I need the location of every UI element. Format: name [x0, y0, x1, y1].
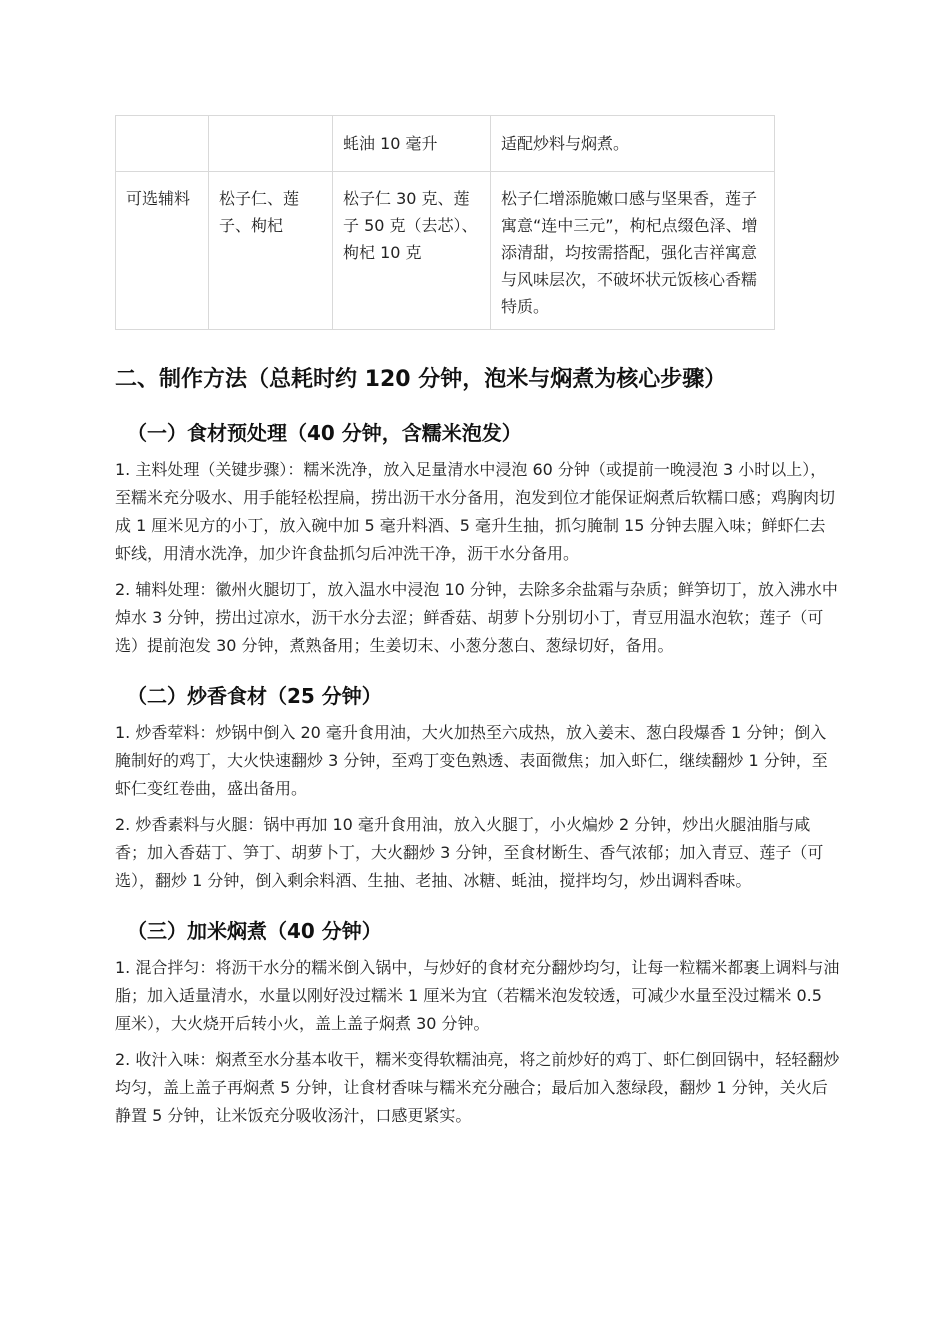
section-heading: 二、制作方法（总耗时约 120 分钟，泡米与焖煮为核心步骤） — [115, 367, 727, 392]
step-paragraph: 2. 辅料处理：徽州火腿切丁，放入温水中浸泡 10 分钟，去除多余盐霜与杂质；鲜笋切丁，放入沸水中焯水 3 分钟，捞出过凉水，沥干水分去涩；鲜香菇、胡萝卜分别切小丁，青豆用温水泡软；莲子（可选）提前泡发 30 分钟，煮熟备用；生姜切末、小葱分葱白、葱绿切好，备用。 — [115, 580, 838, 655]
subsection-heading: （三）加米焖煮（40 分钟） — [127, 919, 382, 943]
table-cell-category: 可选辅料 — [116, 172, 209, 330]
step-paragraph: 1. 炒香荤料：炒锅中倒入 20 毫升食用油，大火加热至六成热，放入姜末、葱白段爆香 1 分钟；倒入腌制好的鸡丁，大火快速翻炒 3 分钟，至鸡丁变色熟透、表面微焦；加入虾仁，继续翻炒 1 分钟，至虾仁变红卷曲，盛出备用。 — [115, 723, 828, 798]
step-paragraph: 2. 炒香素料与火腿：锅中再加 10 毫升食用油，放入火腿丁，小火煸炒 2 分钟，炒出火腿油脂与咸香；加入香菇丁、笋丁、胡萝卜丁，大火翻炒 3 分钟，至食材断生、香气浓郁；加入青豆、莲子（可选），翻炒 1 分钟，倒入剩余料酒、生抽、老抽、冰糖、蚝油，搅拌均匀，炒出调料香味。 — [115, 815, 824, 890]
step-paragraph: 1. 混合拌匀：将沥干水分的糯米倒入锅中，与炒好的食材充分翻炒均匀，让每一粒糯米都裹上调料与油脂；加入适量清水，水量以刚好没过糯米 1 厘米为宜（若糯米泡发较透，可减少水量至没过糯米 0.5 厘米），大火烧开后转小火，盖上盖子焖煮 30 分钟。 — [115, 958, 840, 1033]
table-row — [116, 116, 775, 172]
table-cell-amount: 蚝油 10 毫升 — [333, 116, 491, 172]
step-paragraph: 1. 主料处理（关键步骤）：糯米洗净，放入足量清水中浸泡 60 分钟（或提前一晚浸泡 3 小时以上），至糯米充分吸水、用手能轻松捏扁，捞出沥干水分备用，泡发到位才能保证焖煮后软糯口感；鸡胸肉切成 1 厘米见方的小丁，放入碗中加 5 毫升料酒、5 毫升生抽，抓匀腌制 15 分钟去腥入味；鲜虾仁去虾线，用清水洗净，加少许食盐抓匀后冲洗干净，沥干水分备用。 — [115, 460, 836, 563]
method-section — [115, 360, 840, 1138]
table-cell-item: 松子仁、莲子、枸杞 — [209, 172, 333, 330]
ingredient-table — [115, 115, 775, 330]
table-cell-note: 适配炒料与焖煮。 — [491, 116, 775, 172]
table-cell-category — [116, 116, 209, 172]
table-cell-note: 松子仁增添脆嫩口感与坚果香，莲子寓意“连中三元”，枸杞点缀色泽、增添清甜，均按需搭配，强化吉祥寓意与风味层次，不破坏状元饭核心香糯特质。 — [491, 172, 775, 330]
table-row — [116, 172, 775, 330]
subsection-heading: （二）炒香食材（25 分钟） — [127, 684, 382, 708]
subsection-heading: （一）食材预处理（40 分钟，含糯米泡发） — [127, 421, 522, 445]
step-paragraph: 2. 收汁入味：焖煮至水分基本收干，糯米变得软糯油亮，将之前炒好的鸡丁、虾仁倒回锅中，轻轻翻炒均匀，盖上盖子再焖煮 5 分钟，让食材香味与糯米充分融合；最后加入葱绿段，翻炒 1 分钟，关火后静置 5 分钟，让米饭充分吸收汤汁，口感更紧实。 — [115, 1050, 840, 1125]
table-cell-item — [209, 116, 333, 172]
table-cell-amount: 松子仁 30 克、莲子 50 克（去芯）、枸杞 10 克 — [333, 172, 491, 330]
